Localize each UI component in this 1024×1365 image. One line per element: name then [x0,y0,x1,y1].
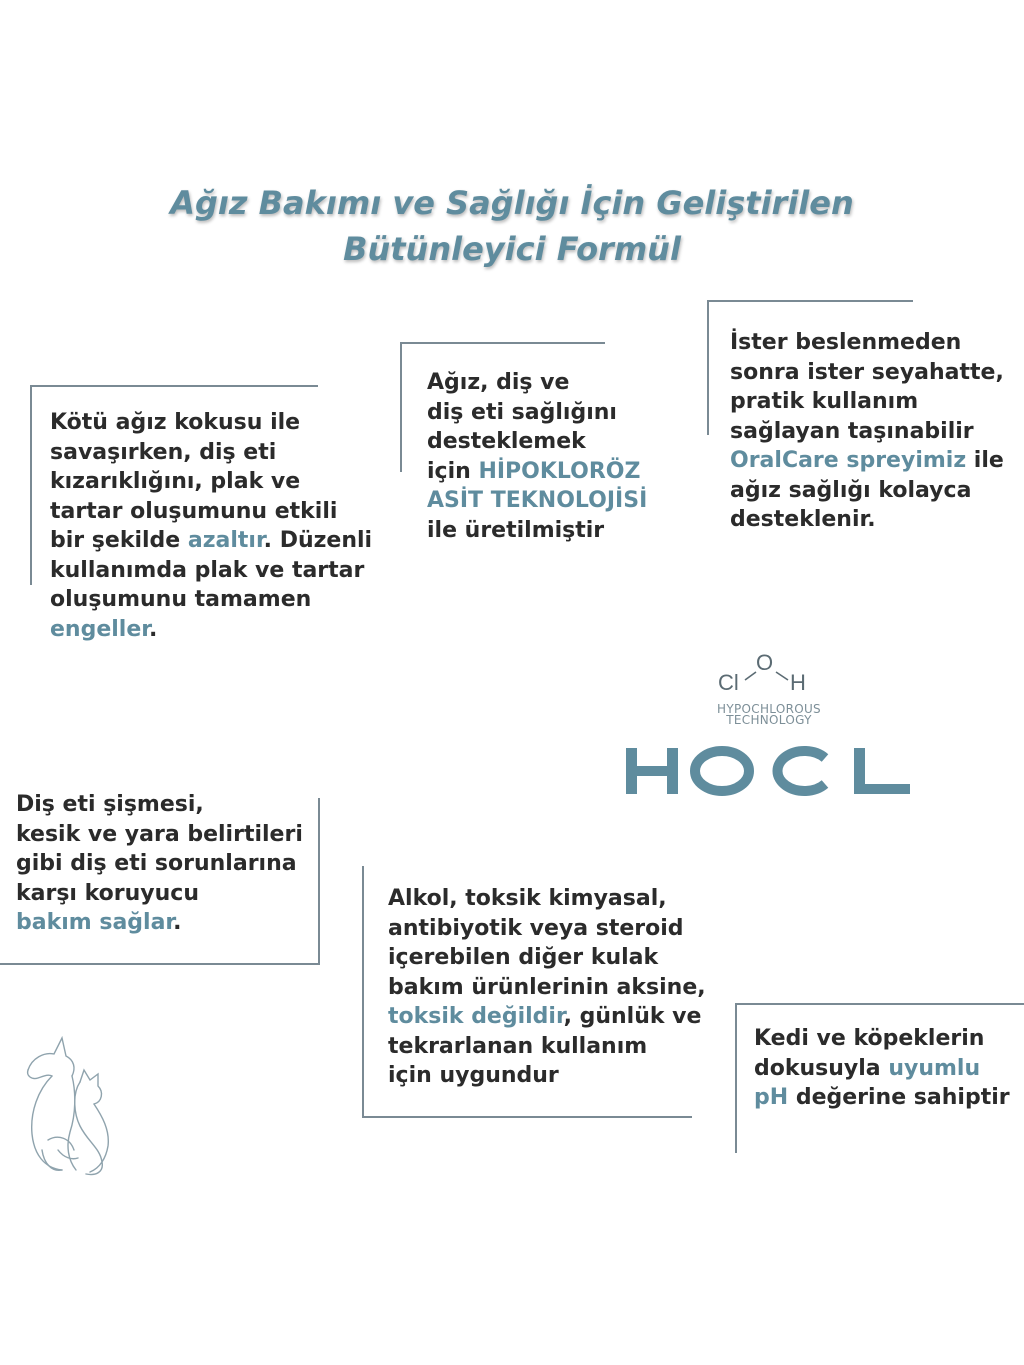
feature-block-breath [50,408,372,644]
highlight-oralcare-spreyimiz: OralCare spreyimiz [730,448,967,473]
highlight-engeller: engeller [50,616,149,642]
block1-line-1: Kötü ağız kokusu ile [50,410,301,435]
block6-top-rule [735,1003,1024,1005]
block2-line-1: Ağız, diş ve [427,370,570,395]
block5-bottom-rule [362,1116,692,1118]
logo-sub-line-1: HYPOCHLOROUS [717,702,821,716]
block2-line-3: desteklemek [427,429,586,454]
block5-line-6: tekrarlanan kullanım [388,1033,648,1059]
block1-line-6: kullanımda plak ve tartar [50,557,365,583]
highlight-azaltir: azaltır [187,528,264,553]
formula-cl: Cl [718,670,739,695]
logo-subtitle [700,704,838,726]
feature-block-gum-care [16,790,303,938]
block3-line-1: İster beslenmeden [730,330,962,355]
feature-block-ph [754,1024,1010,1113]
block2-line-4: için HİPOKLORÖZ [427,458,641,484]
block1-line-3: kızarıklığını, plak ve [50,469,301,494]
hocl-formula-icon [712,648,822,696]
block5-line-1: Alkol, toksik kimyasal, [388,886,667,911]
block4-line-4: karşı koruyucu [16,880,199,906]
formula-h: H [790,670,806,695]
block5-line-5: toksik değildir, günlük ve [388,1004,702,1029]
page-title [0,180,1024,272]
block3-line-2: sonra ister seyahatte, [730,359,1004,385]
highlight-asit-teknolojisi: ASİT TEKNOLOJİSİ [427,488,648,513]
block4-right-rule [318,798,320,964]
block5-line-3: içerebilen diğer kulak [388,945,659,970]
block2-left-rule [400,342,402,472]
highlight-ph: pH [754,1085,789,1110]
block6-line-3: pH değerine sahiptir [754,1085,1010,1110]
block2-line-2: diş eti sağlığını [427,399,617,425]
block4-line-2: kesik ve yara belirtileri [16,821,303,847]
block3-line-3: pratik kullanım [730,389,919,414]
logo-sub-line-2: TECHNOLOGY [726,713,812,727]
block2-line-6: ile üretilmiştir [427,517,605,543]
block4-line-1: Diş eti şişmesi, [16,792,204,817]
title-line-1: Ağız Bakımı ve Sağlığı İçin Geliştirilen [170,184,854,222]
block5-line-7: için uygundur [388,1063,559,1088]
cat-dog-line-art-icon [18,1030,118,1180]
feature-block-portable [730,328,1004,535]
block6-line-2: dokusuyla uyumlu [754,1055,981,1081]
block1-line-7: oluşumunu tamamen [50,587,312,612]
block1-top-rule [30,385,318,387]
highlight-hipokloroz: HİPOKLORÖZ [478,458,641,484]
block1-line-2: savaşırken, diş eti [50,439,277,465]
block1-line-4: tartar oluşumunu etkili [50,498,338,524]
hocl-wordmark [620,744,916,798]
block1-line-8: engeller. [50,616,158,642]
block6-left-rule [735,1003,737,1153]
feature-block-technology [427,368,647,545]
block3-line-4: sağlayan taşınabilir [730,418,974,444]
block3-top-rule [707,300,913,302]
highlight-toksik-degildir: toksik değildir [388,1004,564,1029]
highlight-uyumlu: uyumlu [888,1055,981,1081]
block2-line-5 [427,486,647,516]
block1-line-5: bir şekilde azaltır. Düzenli [50,528,373,553]
highlight-bakim-saglar: bakım sağlar [16,910,174,935]
block3-left-rule [707,300,709,435]
feature-block-non-toxic [388,884,706,1091]
block1-left-rule [30,385,32,585]
block3-line-5: OralCare spreyimiz ile [730,448,1004,473]
block3-line-6: ağız sağlığı kolayca [730,477,972,503]
block4-bottom-rule [0,963,320,965]
block4-line-5: bakım sağlar. [16,910,182,935]
block6-line-1: Kedi ve köpeklerin [754,1026,985,1051]
title-line-2: Bütünleyici Formül [343,230,681,268]
block2-top-rule [400,342,605,344]
block5-left-rule [362,866,364,1118]
formula-o: O [756,650,774,675]
block3-line-7: desteklenir. [730,507,876,532]
block5-line-4: bakım ürünlerinin aksine, [388,974,706,1000]
block4-line-3: gibi diş eti sorunlarına [16,851,297,876]
block5-line-2: antibiyotik veya steroid [388,915,684,941]
